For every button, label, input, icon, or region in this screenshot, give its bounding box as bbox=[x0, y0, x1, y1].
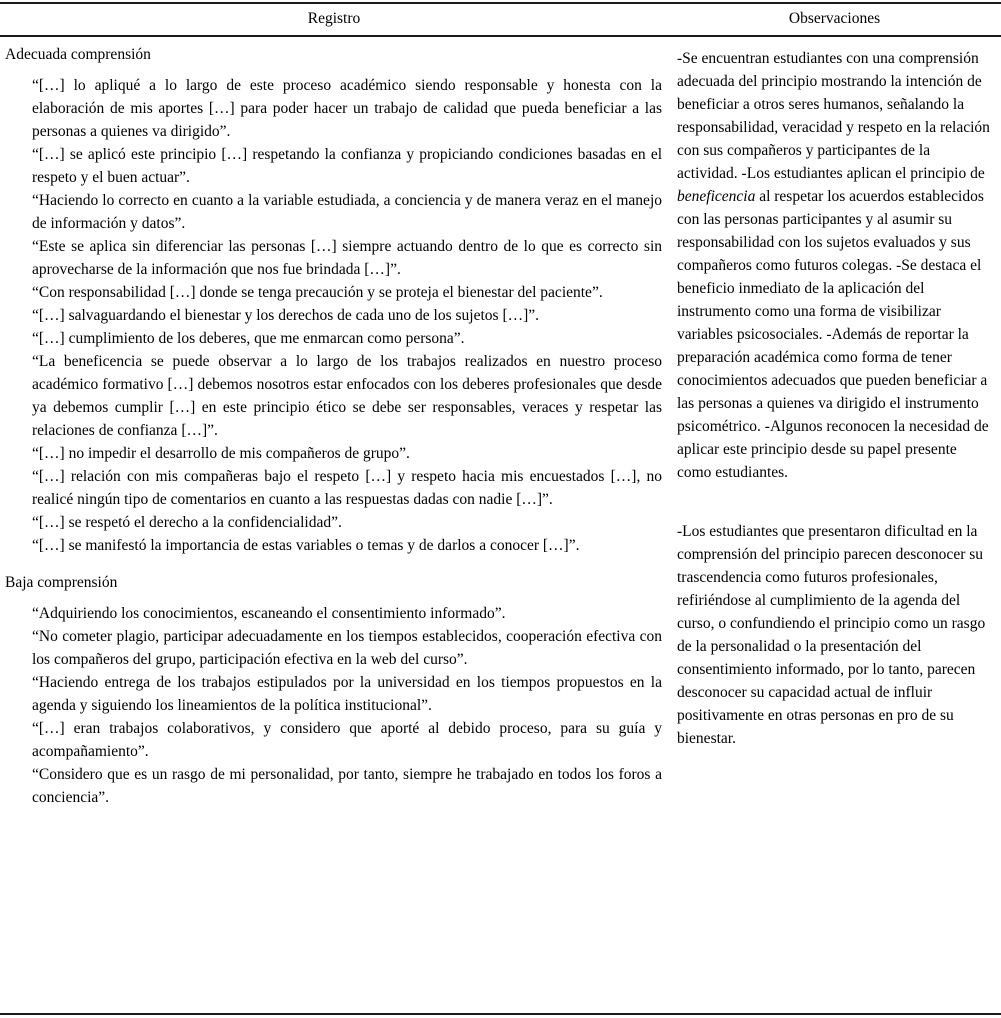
quote-item: “Considero que es un rasgo de mi personalidad, por tanto, siempre he trabajado en todos los foros a conciencia”. bbox=[32, 766, 662, 806]
section-title-baja-comprension: Baja comprensión bbox=[5, 574, 118, 591]
quote-item: “[…] se respetó el derecho a la confidencialidad”. bbox=[32, 514, 342, 531]
quote-item: “[…] lo apliqué a lo largo de este proceso académico siendo responsable y honesta con la elaboración de mis aportes […] para poder hacer un trabajo de calidad que pueda beneficiar a las personas a quienes va dirigido”. bbox=[32, 77, 662, 140]
table-header-row bbox=[0, 4, 1001, 35]
quote-item: “Haciendo entrega de los trabajos estipulados por la universidad en los tiempos propuestos en la agenda y siguiendo los lineamientos de la política institucional”. bbox=[32, 674, 662, 714]
section-title-adecuada-comprension: Adecuada comprensión bbox=[5, 46, 151, 63]
table-body-row bbox=[0, 37, 1001, 1013]
quote-item: “[…] no impedir el desarrollo de mis compañeros de grupo”. bbox=[32, 445, 410, 462]
quote-item: “[…] cumplimiento de los deberes, que me enmarcan como persona”. bbox=[32, 330, 465, 347]
cell-observaciones bbox=[668, 37, 1001, 750]
observaciones-block-adecuada bbox=[677, 47, 993, 484]
quote-item: “[…] salvaguardando el bienestar y los derechos de cada uno de los sujetos […]”. bbox=[32, 307, 540, 324]
quote-item: “Con responsabilidad […] donde se tenga precaución y se proteja el bienestar del paciente”. bbox=[32, 284, 603, 301]
quote-item: “[…] se aplicó este principio […] respetando la confianza y propiciando condiciones basadas en el respeto y el buen actuar”. bbox=[32, 146, 662, 186]
quote-item: “[…] se manifestó la importancia de estas variables o temas y de darlos a conocer […]”. bbox=[32, 537, 580, 554]
quote-list-baja-comprension bbox=[5, 602, 662, 809]
table-bottom-rule bbox=[0, 1013, 1001, 1015]
quote-item: “No cometer plagio, participar adecuadamente en los tiempos establecidos, cooperación efectiva con los compañeros del grupo, participación efectiva en la web del curso”. bbox=[32, 628, 662, 668]
cell-registro bbox=[0, 37, 668, 809]
column-header-registro: Registro bbox=[307, 10, 361, 27]
quote-item: “Este se aplica sin diferenciar las personas […] siempre actuando dentro de lo que es correcto sin aprovecharse de la información que nos fue brindada […]”. bbox=[32, 238, 662, 278]
quote-item: “[…] relación con mis compañeras bajo el respeto […] y respeto hacia mis encuestados […], no realicé ningún tipo de comentarios en cuanto a las respuestas dadas con nadie […]”. bbox=[32, 468, 662, 508]
quote-item: “La beneficencia se puede observar a lo largo de los trabajos realizados en nuestro proceso académico formativo […] debemos nosotros estar enfocados con los deberes profesionales que desde ya debemos cumplir […] en este principio ético se debe ser responsables, veraces y respetar las relaciones de confianza […]”. bbox=[32, 353, 662, 439]
observaciones-text-part-two: al respetar los acuerdos establecidos con las personas participantes y al asumir su responsabilidad con los sujetos evaluados y sus compañeros como futuros colegas. -Se destaca el beneficio inmediato de la aplicación del instrumento como una forma de visibilizar variables psicosociales. -Además de reportar la preparación académica como forma de tener conocimientos adecuados que pueden beneficiar a las personas a quienes va dirigido el instrumento psicométrico. -Algunos reconocen la necesidad de aplicar este principio desde su papel presente como estudiantes. bbox=[677, 188, 989, 481]
quote-list-adecuada-comprension bbox=[5, 74, 662, 557]
observaciones-text-part-one: -Se encuentran estudiantes con una comprensión adecuada del principio mostrando la intención de beneficiar a otros seres humanos, señalando la responsabilidad, veracidad y respeto en la relación con sus compañeros y participantes de la actividad. -Los estudiantes aplican el principio de bbox=[677, 50, 990, 182]
quote-item: “Haciendo lo correcto en cuanto a la variable estudiada, a conciencia y de manera veraz en el manejo de información y datos”. bbox=[32, 192, 662, 232]
observaciones-emphasis-beneficencia: beneficencia bbox=[677, 188, 756, 205]
column-header-observaciones: Observaciones bbox=[788, 10, 881, 27]
quote-item: “Adquiriendo los conocimientos, escaneando el consentimiento informado”. bbox=[32, 605, 506, 622]
observaciones-block-baja: -Los estudiantes que presentaron dificultad en la comprensión del principio parecen desconocer su trascendencia como futuros profesionales, refiriéndose al cumplimiento de la agenda del curso, o confundiendo el principio como un rasgo de la personalidad o la presentación del consentimiento informado, por lo tanto, parecen desconocer su capacidad actual de influir positivamente en otras personas en pro de su bienestar. bbox=[677, 523, 986, 747]
quote-item: “[…] eran trabajos colaborativos, y considero que aporté al debido proceso, para su guía y acompañamiento”. bbox=[32, 720, 662, 760]
